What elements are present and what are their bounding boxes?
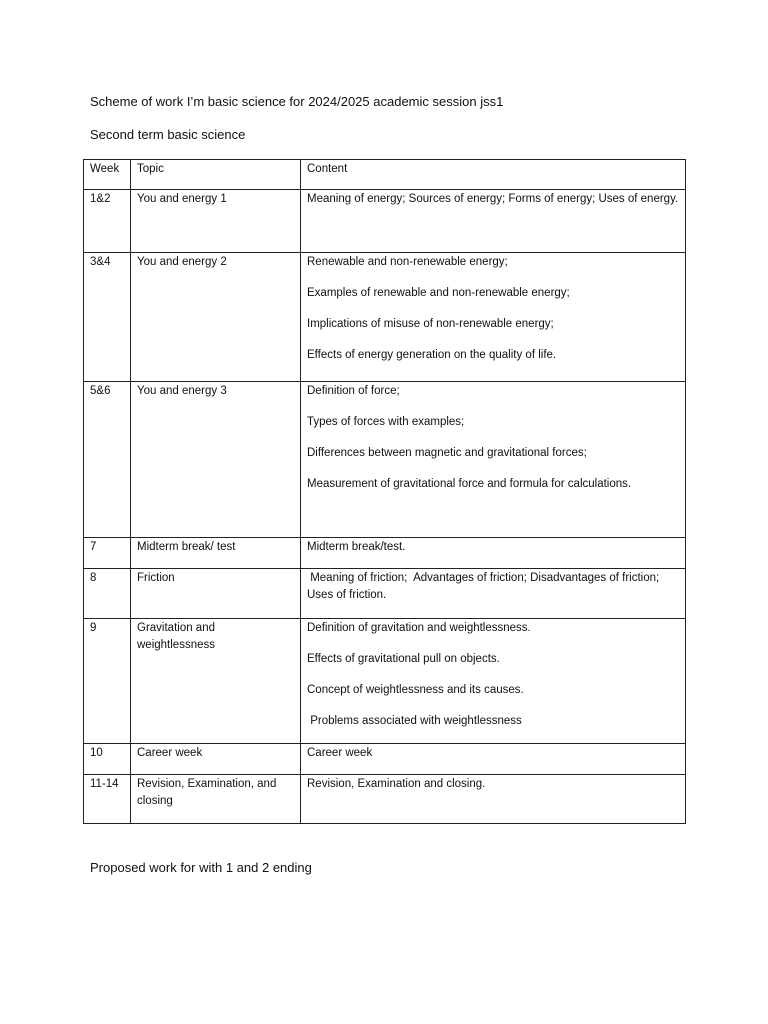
header-week: Week — [84, 160, 131, 190]
table-row — [84, 775, 686, 824]
content-line: Meaning of friction; Advantages of friction; Disadvantages of friction; Uses of friction. — [307, 572, 663, 601]
content-line: Problems associated with weightlessness — [307, 715, 522, 727]
topic-cell: Midterm break/ test — [131, 538, 301, 569]
content-cell — [301, 382, 686, 538]
content-cell — [301, 775, 686, 824]
topic-cell: Revision, Examination, and closing — [131, 775, 301, 824]
document-title: Scheme of work I’m basic science for 2024/2025 academic session jss1 — [90, 94, 504, 109]
topic-cell: Gravitation and weightlessness — [131, 619, 301, 744]
content-line: Concept of weightlessness and its causes. — [307, 684, 524, 696]
table-row — [84, 744, 686, 775]
topic-cell: You and energy 2 — [131, 253, 301, 382]
table-row — [84, 382, 686, 538]
topic-cell: Friction — [131, 569, 301, 619]
table-header-row — [84, 160, 686, 190]
topic-cell: Career week — [131, 744, 301, 775]
content-line: Meaning of energy; Sources of energy; Forms of energy; Uses of energy. — [307, 193, 679, 205]
topic-cell: You and energy 1 — [131, 190, 301, 253]
content-line: Effects of gravitational pull on objects. — [307, 653, 500, 665]
content-line: Implications of misuse of non-renewable energy; — [307, 318, 554, 330]
content-line: Midterm break/test. — [307, 541, 406, 553]
table-row — [84, 569, 686, 619]
content-line: Renewable and non-renewable energy; — [307, 256, 508, 268]
content-cell — [301, 253, 686, 382]
week-cell: 3&4 — [84, 253, 131, 382]
week-cell: 10 — [84, 744, 131, 775]
header-topic: Topic — [131, 160, 301, 190]
week-cell: 7 — [84, 538, 131, 569]
content-line: Examples of renewable and non-renewable energy; — [307, 287, 570, 299]
content-line: Revision, Examination and closing. — [307, 778, 486, 790]
content-cell — [301, 619, 686, 744]
footer-note: Proposed work for with 1 and 2 ending — [90, 860, 312, 875]
content-line: Definition of force; — [307, 385, 400, 397]
content-line: Types of forces with examples; — [307, 416, 465, 428]
week-cell: 1&2 — [84, 190, 131, 253]
content-line: Effects of energy generation on the quality of life. — [307, 349, 557, 361]
document-subtitle: Second term basic science — [90, 127, 246, 142]
scheme-of-work-table — [83, 159, 686, 824]
table-row — [84, 253, 686, 382]
table-row — [84, 190, 686, 253]
header-content: Content — [301, 160, 686, 190]
week-cell: 5&6 — [84, 382, 131, 538]
week-cell: 9 — [84, 619, 131, 744]
content-cell — [301, 569, 686, 619]
content-cell — [301, 190, 686, 253]
content-cell — [301, 744, 686, 775]
content-line: Definition of gravitation and weightlessness. — [307, 622, 531, 634]
topic-cell: You and energy 3 — [131, 382, 301, 538]
table-row — [84, 619, 686, 744]
week-cell: 8 — [84, 569, 131, 619]
content-cell — [301, 538, 686, 569]
week-cell: 11-14 — [84, 775, 131, 824]
content-line: Differences between magnetic and gravitational forces; — [307, 447, 587, 459]
content-line: Measurement of gravitational force and formula for calculations. — [307, 478, 632, 490]
table-row — [84, 538, 686, 569]
content-line: Career week — [307, 747, 373, 759]
